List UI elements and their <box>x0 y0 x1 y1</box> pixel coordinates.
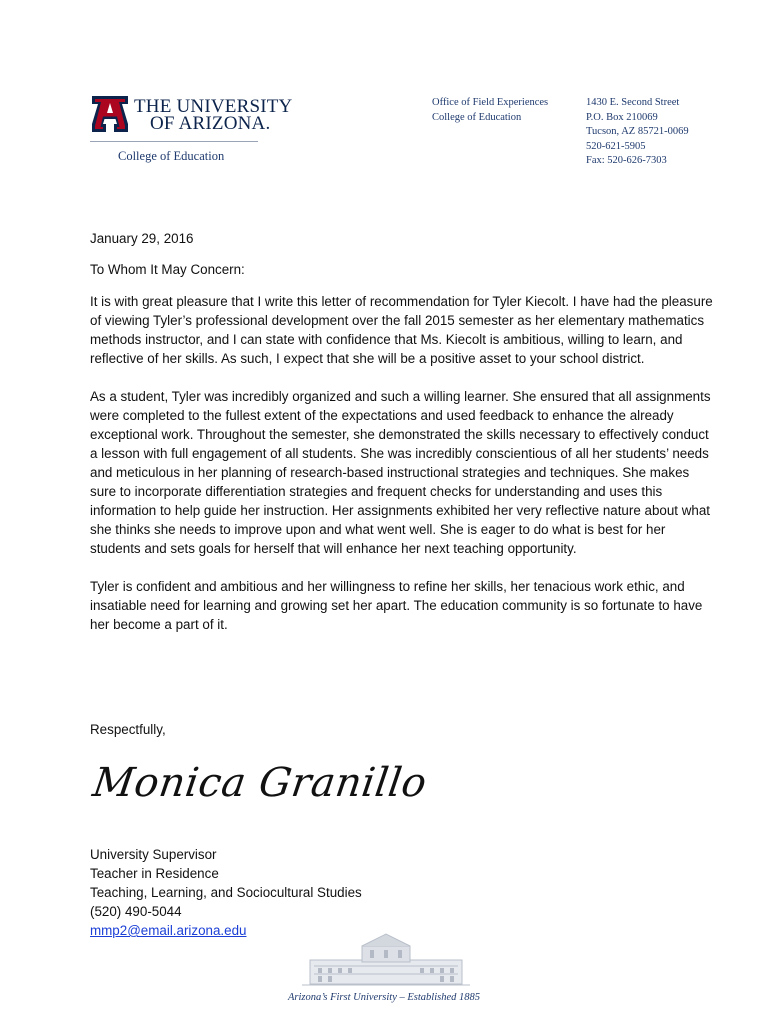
signer-department: Teaching, Learning, and Sociocultural Studies <box>90 885 362 900</box>
signer-title: Teacher in Residence <box>90 866 219 881</box>
paragraph: As a student, Tyler was incredibly organized and such a willing learner. She ensured that all assignments were completed to the fullest extent of the expectations and used feedback to enhance the already exceptional work. Throughout the semester, she demonstrated the skills necessary to effectively conduct a lesson with full engagement of all students. She was incredibly conscientious of all her students’ needs and meticulous in her planning of research-based instructional strategies and techniques. She makes sure to incorporate differentiation strategies and frequent checks for understanding and uses this information to help guide her instruction. Her assignments exhibited her very reflective nature about what she thinks she needs to improve upon and what went well. She is eager to do what is best for her students and sets goals for herself that will enhance her next teaching opportunity. <box>90 389 711 556</box>
signer-email-link[interactable]: mmp2@email.arizona.edu <box>90 923 247 938</box>
university-name-line1: THE UNIVERSITY <box>134 96 293 117</box>
address-line: Tucson, AZ 85721-0069 <box>586 126 689 137</box>
address-line: 1430 E. Second Street <box>586 97 680 108</box>
university-name-line2: OF ARIZONA. <box>150 113 271 134</box>
signer-phone: (520) 490-5044 <box>90 904 182 919</box>
salutation: To Whom It May Concern: <box>90 262 245 277</box>
letter-body <box>90 229 718 653</box>
old-main-building-icon <box>300 930 472 990</box>
letter-date: January 29, 2016 <box>90 231 194 246</box>
office-line: Office of Field Experiences <box>432 97 549 108</box>
closing: Respectfully, <box>90 722 166 737</box>
office-line: College of Education <box>432 111 522 123</box>
signer-title: University Supervisor <box>90 847 217 862</box>
address-line: P.O. Box 210069 <box>586 111 658 123</box>
block-a-logo-icon <box>90 94 130 136</box>
phone-line: 520-621-5905 <box>586 140 646 152</box>
signer-block <box>90 845 362 940</box>
logo-divider <box>90 141 258 142</box>
paragraph: Tyler is confident and ambitious and her willingness to refine her skills, her tenacious work ethic, and insatiable need for learning and growing set her apart. The education community is so fortunate to have her become a part of it. <box>90 579 703 632</box>
address-block <box>586 96 689 169</box>
college-name: College of Education <box>118 149 225 163</box>
fax-line: Fax: 520-626-7303 <box>586 155 667 166</box>
footer-tagline: Arizona’s First University – Established 1885 <box>287 992 480 1003</box>
university-logo <box>90 94 293 166</box>
paragraph: It is with great pleasure that I write this letter of recommendation for Tyler Kiecolt. I have had the pleasure of viewing Tyler’s professional development over the fall 2015 semester as her elementary mathematics methods instructor, and I can state with confidence that Ms. Kiecolt is ambitious, willing to learn, and reflective of her skills. As such, I expect that she will be a positive asset to your school district. <box>90 294 713 366</box>
office-block <box>432 96 548 125</box>
handwritten-signature: Monica Granillo <box>90 760 430 806</box>
